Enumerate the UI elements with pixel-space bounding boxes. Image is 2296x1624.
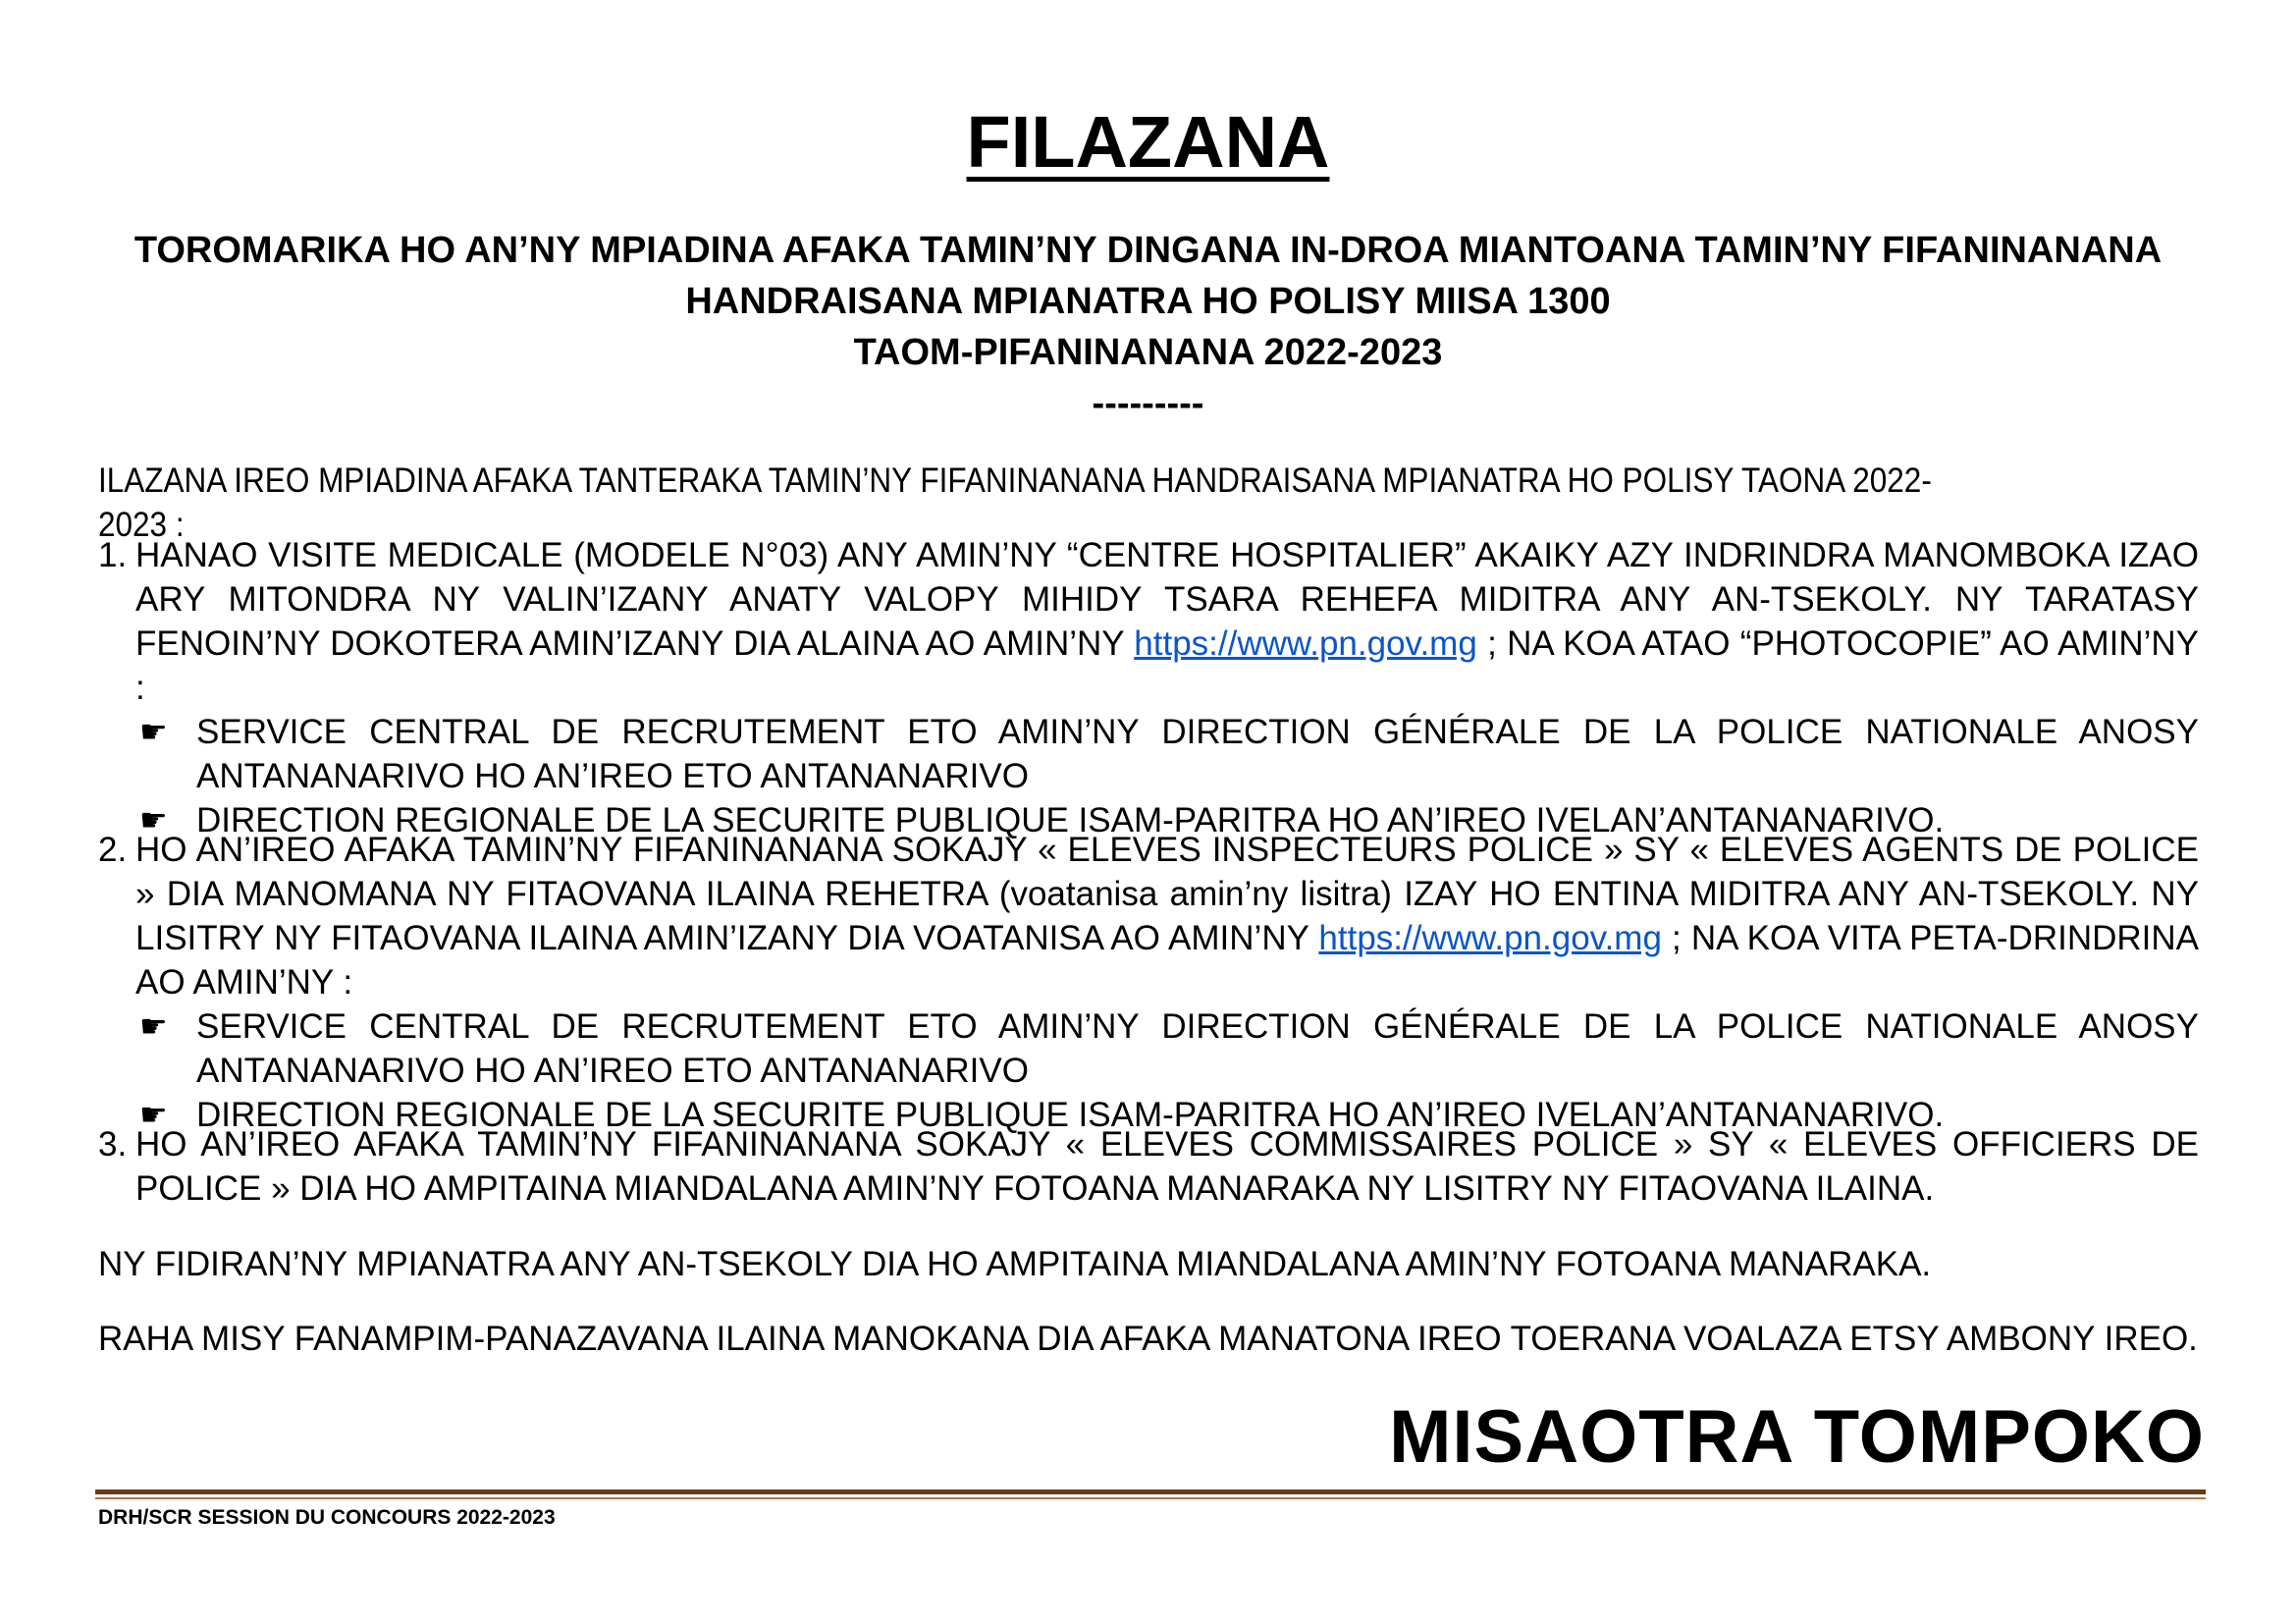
subtitle-divider: ---------	[1092, 383, 1204, 424]
bullet-item: ☛ SERVICE CENTRAL DE RECRUTEMENT ETO AMIN’NY DIRECTION GÉNÉRALE DE LA POLICE NATIONALE ANOSY ANTANANARIVO HO AN’IREO ETO ANTANANARIVO	[135, 710, 2199, 798]
bullet-list	[135, 1004, 2199, 1137]
bullet-item: ☛ DIRECTION REGIONALE DE LA SECURITE PUBLIQUE ISAM-PARITRA HO AN’IREO IVELAN’ANTANANARIVO.	[135, 1093, 2199, 1137]
pointing-hand-icon: ☛	[139, 714, 168, 749]
subtitle-line-3: TAOM-PIFANINANANA 2022-2023	[853, 332, 1443, 373]
closing-thanks: MISAOTRA TOMPOKO	[1389, 1395, 2205, 1479]
bullet-item: ☛ DIRECTION REGIONALE DE LA SECURITE PUBLIQUE ISAM-PARITRA HO AN’IREO IVELAN’ANTANANARIVO.	[135, 798, 2199, 842]
item-text: HANAO VISITE MEDICALE (MODELE N°03) ANY AMIN’NY “CENTRE HOSPITALIER” AKAIKY AZY INDRINDRA MANOMBOKA IZAO ARY MITONDRA NY VALIN’IZANY ANATY VALOPY MIHIDY TSARA REHEFA MIDITRA ANY AN-TSEKOLY. NY TARATASY FENOIN’NY DOKOTERA AMIN’IZANY DIA ALAINA AO AMIN’NY https://www.pn.gov.mg ; NA KOA ATAO “PHOTOCOPIE” AO AMIN’NY :	[135, 536, 2200, 707]
list-item-3	[98, 1122, 2199, 1211]
footer-divider-thin	[95, 1497, 2206, 1499]
website-link[interactable]: https://www.pn.gov.mg	[1318, 919, 1662, 957]
bullet-list	[135, 710, 2199, 842]
subtitle-line-1: TOROMARIKA HO AN’NY MPIADINA AFAKA TAMIN’NY DINGANA IN-DROA MIANTOANA TAMIN’NY FIFANINANANA	[133, 230, 2163, 271]
item-number: 3.	[98, 1125, 128, 1164]
footer-divider	[95, 1489, 2206, 1494]
bullet-item: ☛ SERVICE CENTRAL DE RECRUTEMENT ETO AMIN’NY DIRECTION GÉNÉRALE DE LA POLICE NATIONALE ANOSY ANTANANARIVO HO AN’IREO ETO ANTANANARIVO	[135, 1004, 2199, 1093]
info-paragraph: RAHA MISY FANAMPIM-PANAZAVANA ILAINA MANOKANA DIA AFAKA MANATONA IREO TOERANA VOALAZA ETSY AMBONY IREO.	[98, 1320, 2198, 1358]
item-number: 1.	[98, 536, 128, 574]
document-title-text: FILAZANA	[966, 101, 1330, 183]
item-text: HO AN’IREO AFAKA TAMIN’NY FIFANINANANA SOKAJY « ELEVES COMMISSAIRES POLICE » SY « ELEVES OFFICIERS DE POLICE » DIA HO AMPITAINA MIANDALANA AMIN’NY FOTOANA MANARAKA NY LISITRY NY FITAOVANA ILAINA.	[135, 1125, 2199, 1208]
item-text: HO AN’IREO AFAKA TAMIN’NY FIFANINANANA SOKAJY « ELEVES INSPECTEURS POLICE » SY « ELEVES AGENTS DE POLICE » DIA MANOMANA NY FITAOVANA ILAINA REHETRA (voatanisa amin’ny lisitra) IZAY HO ENTINA MIDITRA ANY AN-TSEKOLY. NY LISITRY NY FITAOVANA ILAINA AMIN’IZANY DIA VOATANISA AO AMIN’NY https://www.pn.gov.mg ; NA KOA VITA PETA-DRINDRINA AO AMIN’NY :	[135, 831, 2199, 1001]
intro-paragraph: ILAZANA IREO MPIADINA AFAKA TANTERAKA TAMIN’NY FIFANINANANA HANDRAISANA MPIANATRA HO POLISY TAONA 2022-2023 :	[98, 461, 1932, 544]
pointing-hand-icon: ☛	[139, 1097, 168, 1132]
item-number: 2.	[98, 831, 128, 869]
subtitle-line-2: HANDRAISANA MPIANATRA HO POLISY MIISA 1300	[685, 281, 1611, 322]
list-item-2	[98, 828, 2199, 1137]
pointing-hand-icon: ☛	[139, 802, 168, 838]
pointing-hand-icon: ☛	[139, 1008, 168, 1044]
footer-reference: DRH/SCR SESSION DU CONCOURS 2022-2023	[98, 1506, 556, 1529]
document-title	[0, 100, 2296, 184]
website-link[interactable]: https://www.pn.gov.mg	[1134, 624, 1477, 663]
entry-paragraph: NY FIDIRAN’NY MPIANATRA ANY AN-TSEKOLY DIA HO AMPITAINA MIANDALANA AMIN’NY FOTOANA MANARAKA.	[98, 1245, 1932, 1283]
list-item-1	[98, 533, 2199, 842]
